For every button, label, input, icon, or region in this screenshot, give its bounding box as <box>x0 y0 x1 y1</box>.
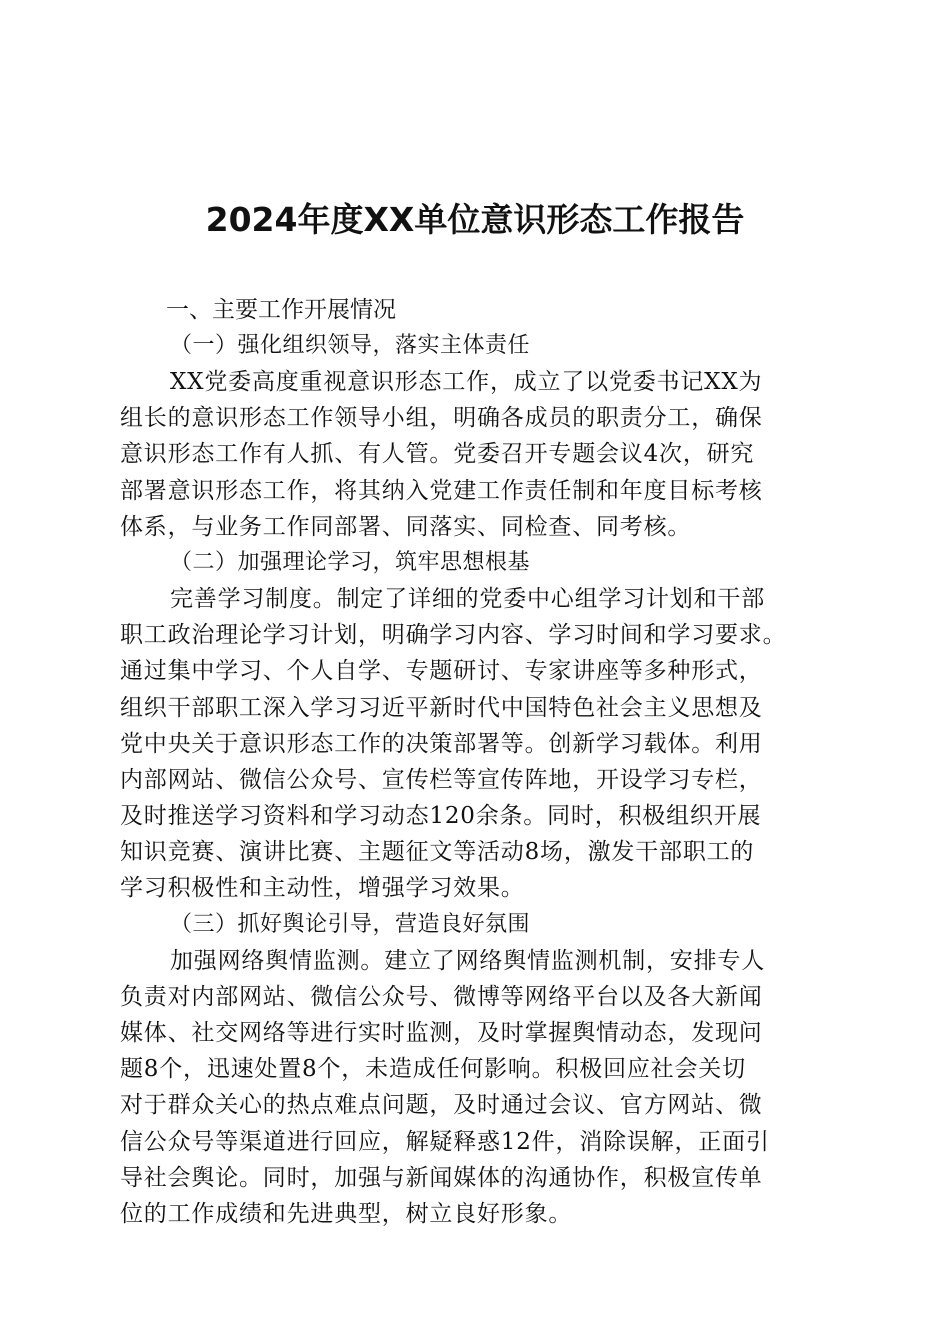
paragraph-1 <box>120 364 832 545</box>
text-line: 题8个，迅速处置8个，未造成任何影响。积极回应社会关切 <box>120 1056 746 1083</box>
text-line: 完善学习制度。制定了详细的党委中心组学习计划和干部 <box>170 585 765 612</box>
text-line: 加强网络舆情监测。建立了网络舆情监测机制，安排专人 <box>170 947 765 974</box>
text-line: 对于群众关心的热点难点问题，及时通过会议、官方网站、微 <box>120 1092 763 1119</box>
subsection-heading-2: （二）加强理论学习，筑牢思想根基 <box>170 549 531 575</box>
text-line: 导社会舆论。同时，加强与新闻媒体的沟通协作，积极宣传单 <box>120 1164 763 1191</box>
text-line: 通过集中学习、个人自学、专题研讨、专家讲座等多种形式， <box>120 658 763 685</box>
text-line: 体系，与业务工作同部署、同落实、同检查、同考核。 <box>120 513 692 540</box>
text-line: 党中央关于意识形态工作的决策部署等。创新学习载体。利用 <box>120 730 763 757</box>
text-line: 媒体、社交网络等进行实时监测，及时掌握舆情动态，发现问 <box>120 1020 763 1046</box>
text-line: 负责对内部网站、微信公众号、微博等网络平台以及各大新闻 <box>120 983 763 1010</box>
section-heading: 一、主要工作开展情况 <box>166 297 396 323</box>
text-line: 信公众号等渠道进行回应，解疑释惑12件，消除误解，正面引 <box>120 1128 770 1155</box>
text-line: 知识竞赛、演讲比赛、主题征文等活动8场，激发干部职工的 <box>120 839 755 866</box>
text-line: 职工政治理论学习计划，明确学习内容、学习时间和学习要求。 <box>120 622 787 649</box>
text-line: 学习积极性和主动性，增强学习效果。 <box>120 875 525 902</box>
document-title: 2024年度XX单位意识形态工作报告 <box>205 200 745 239</box>
paragraph-2 <box>120 581 832 907</box>
subsection-heading-1: （一）强化组织领导，落实主体责任 <box>170 333 531 358</box>
document-body <box>120 292 832 1232</box>
text-line: 组长的意识形态工作领导小组，明确各成员的职责分工，确保 <box>120 405 763 432</box>
text-line: 意识形态工作有人抓、有人管。党委召开专题会议4次，研究 <box>120 441 755 468</box>
text-line: 部署意识形态工作，将其纳入党建工作责任制和年度目标考核 <box>120 477 763 504</box>
paragraph-3 <box>120 943 832 1233</box>
text-line: 内部网站、微信公众号、宣传栏等宣传阵地，开设学习专栏， <box>120 766 763 793</box>
subsection-heading-3: （三）抓好舆论引导，营造良好氛围 <box>170 911 531 937</box>
text-line: 组织干部职工深入学习习近平新时代中国特色社会主义思想及 <box>120 694 763 721</box>
text-line: 位的工作成绩和先进典型，树立良好形象。 <box>120 1200 573 1227</box>
text-line: 及时推送学习资料和学习动态120余条。同时，积极组织开展 <box>120 803 762 830</box>
text-line: XX党委高度重视意识形态工作，成立了以党委书记XX为 <box>170 369 763 395</box>
